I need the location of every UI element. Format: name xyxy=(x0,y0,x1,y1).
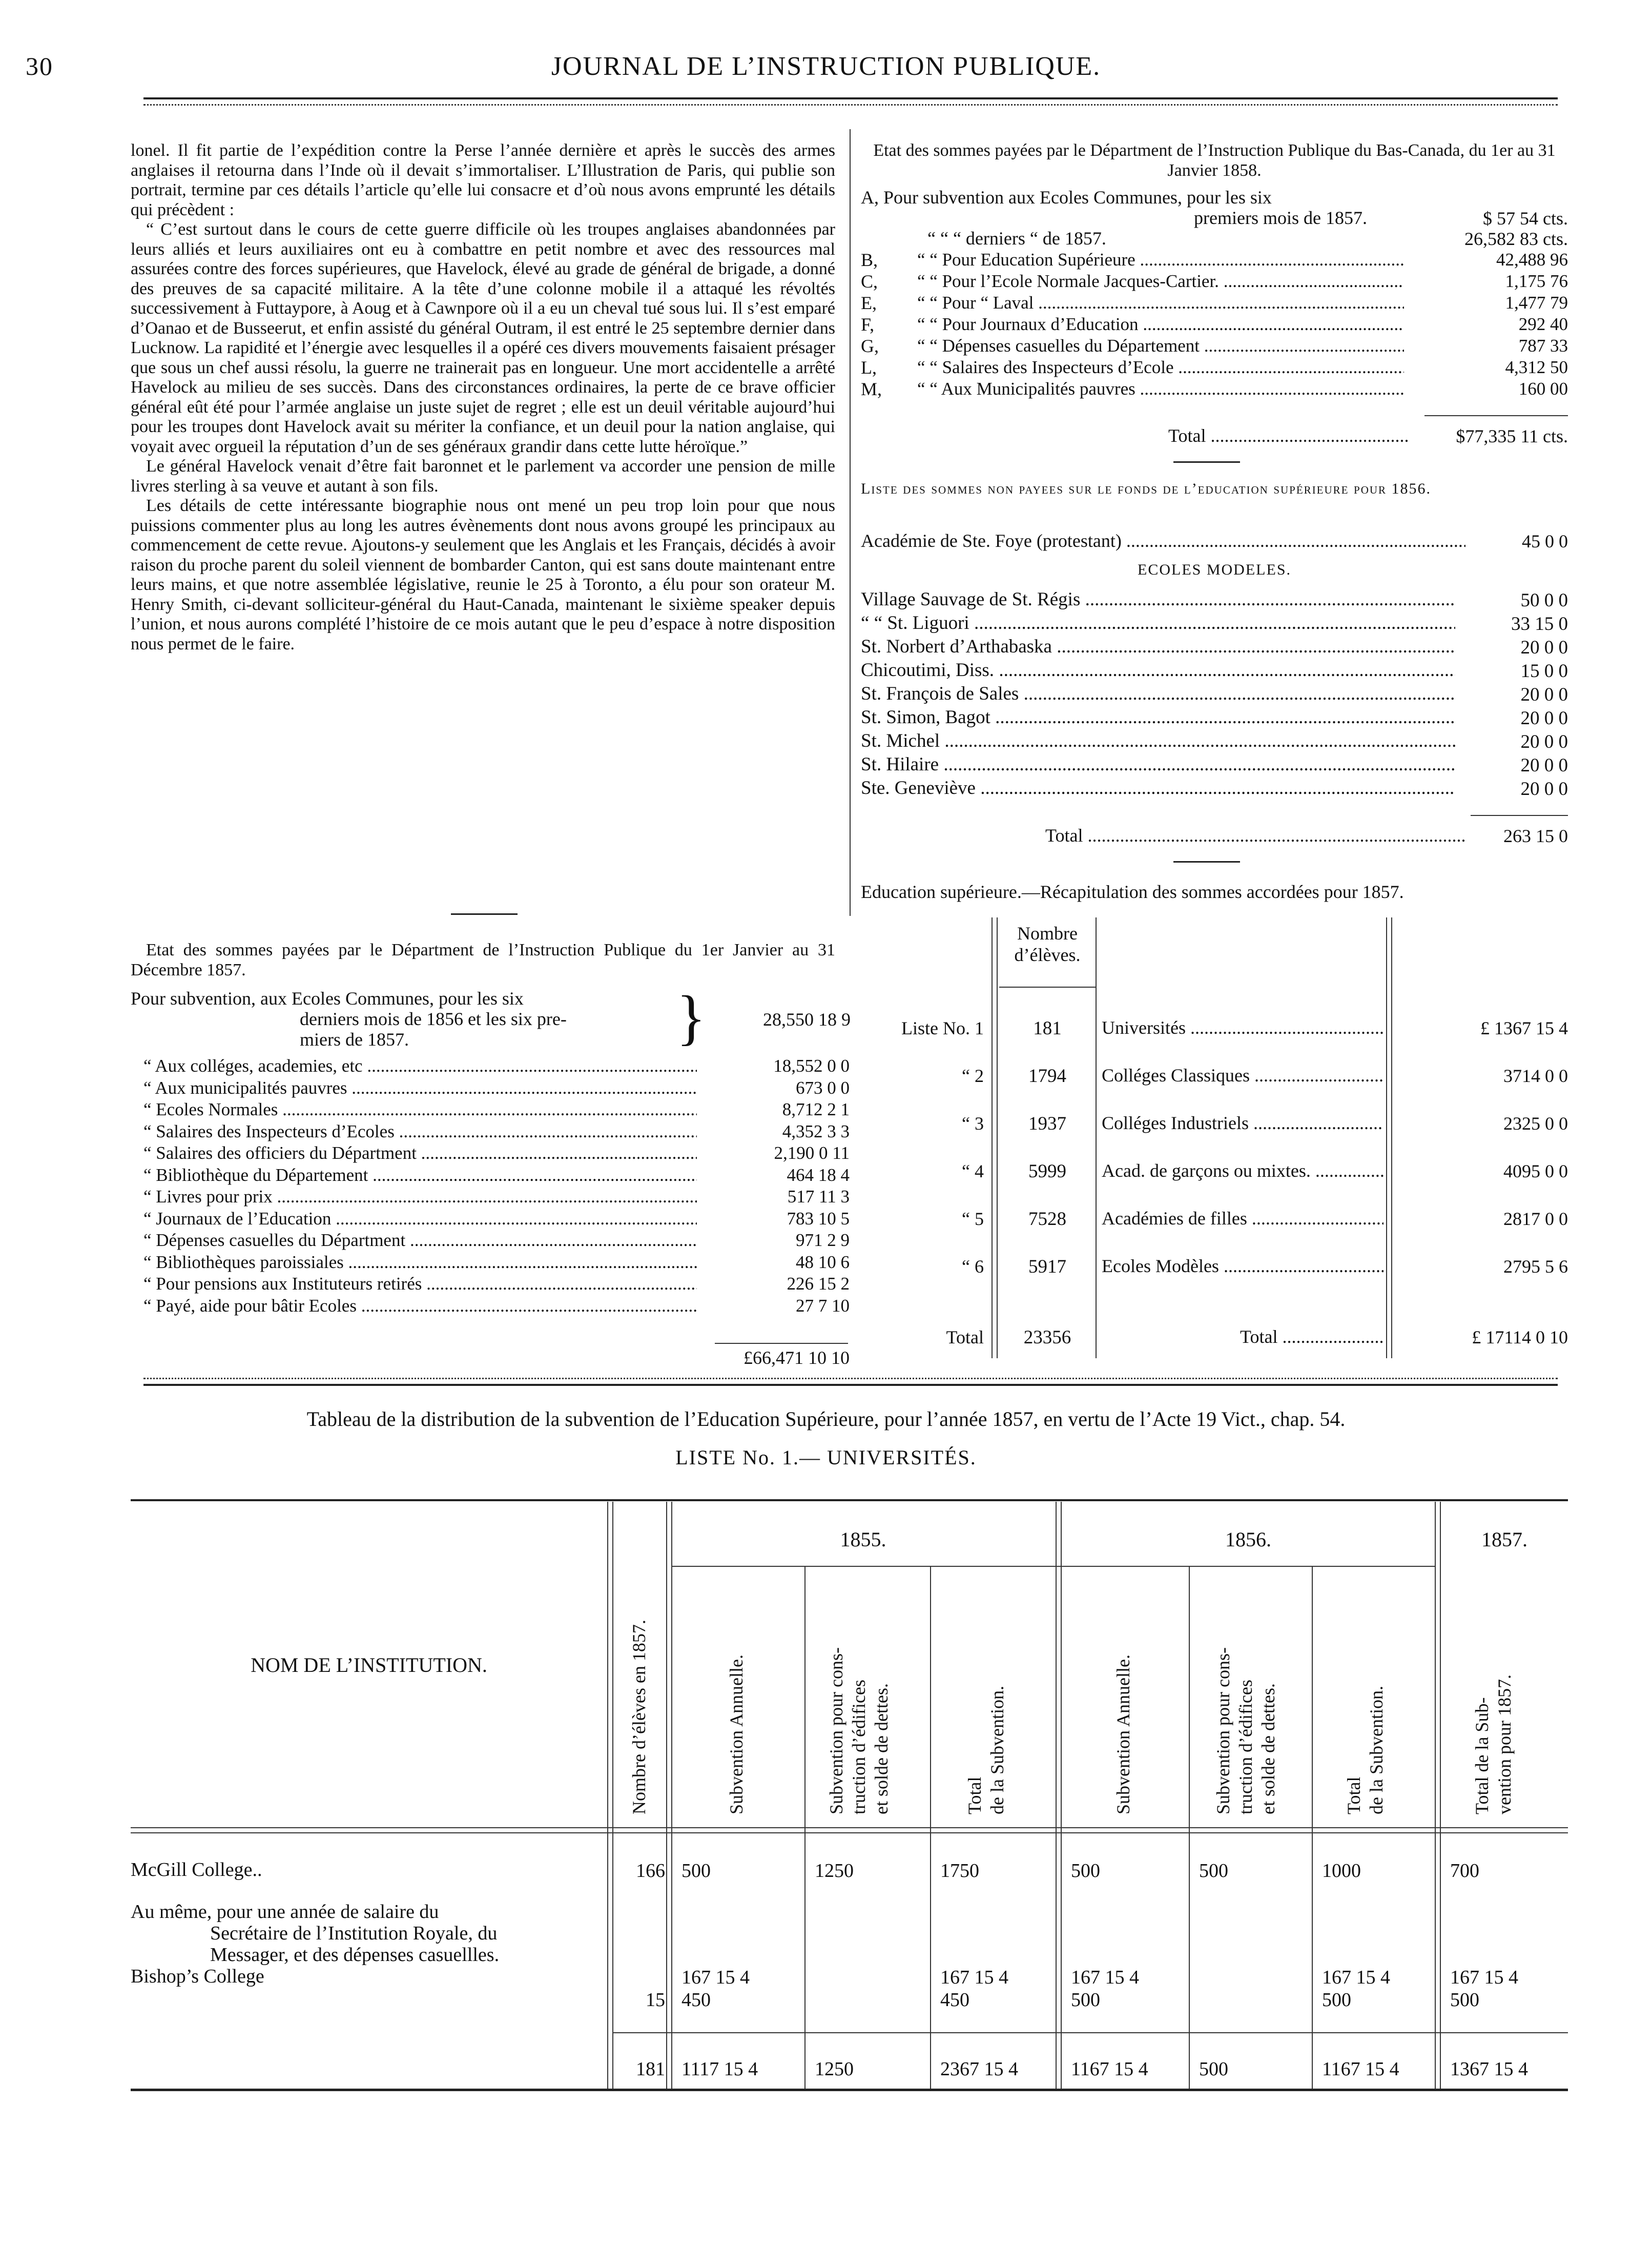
recap-col-header: Nombre d’élèves. xyxy=(1014,923,1081,965)
etat-1857-item-label: “ Payé, aide pour bâtir Ecoles ..... xyxy=(143,1296,697,1316)
ecoles-modeles-heading: ECOLES MODELES. xyxy=(1138,561,1291,578)
table-cell-total: 2367 15 4 xyxy=(940,2058,1018,2080)
ecole-modele-item-value: 20 0 0 xyxy=(1520,731,1568,752)
page-number: 30 xyxy=(26,52,53,80)
table-cell-total: 1167 15 4 xyxy=(1322,2058,1399,2080)
etat-1858-item-value: 4,312 50 xyxy=(1505,357,1568,377)
name-column-header: NOM DE L’INSTITUTION. xyxy=(251,1653,487,1677)
academie-value: 45 0 0 xyxy=(1522,531,1568,551)
etat-1858-letter: E, xyxy=(861,293,877,313)
table-cell: 450 xyxy=(940,1989,969,2011)
table-cell: 500 xyxy=(1071,1989,1100,2011)
total-1857-header: Total de la Sub- vention pour 1857. xyxy=(1472,1674,1515,1814)
liste-total: 263 15 0 xyxy=(1503,826,1568,846)
table-cell-eleves: 15 xyxy=(646,1989,665,2011)
table-header-rule xyxy=(131,1827,1568,1828)
etat-1858-line-a2-value: $ 57 54 cts. xyxy=(1483,208,1568,229)
etat-1857-item-label: “ Bibliothèque du Département ..... xyxy=(143,1165,697,1186)
recap-amount: 2795 5 6 xyxy=(1503,1256,1568,1277)
etat-1858-item-value: 1,175 76 xyxy=(1505,271,1568,291)
etat-1857-item-value: 517 11 3 xyxy=(787,1187,850,1207)
year-1857-header: 1857. xyxy=(1481,1528,1527,1551)
recap-liste: “ 2 xyxy=(962,1066,984,1086)
ecole-modele-item-label: St. Norbert d’Arthabaska ..... xyxy=(861,637,1455,657)
recap-liste: “ 3 xyxy=(962,1113,984,1134)
table-cell-total: 1117 15 4 xyxy=(682,2058,758,2080)
subvention-annuelle-1856-header: Subvention Annuelle. xyxy=(1113,1654,1133,1814)
recap-liste: “ 5 xyxy=(962,1209,984,1229)
etat-1858-letter: L, xyxy=(861,357,877,378)
subvention-construction-1856-header: Subvention pour cons- truction d’édifices et solde de dettes. xyxy=(1213,1647,1278,1814)
total-1856-header: Total de la Subvention. xyxy=(1344,1686,1387,1814)
recap-eleves: 181 xyxy=(1033,1018,1062,1039)
etat-1858-item-label: “ “ Pour Journaux d’Education ..... xyxy=(917,314,1404,335)
etat-1857-item-value: 226 15 2 xyxy=(787,1274,850,1294)
ecole-modele-item-value: 15 0 0 xyxy=(1520,661,1568,682)
recap-amount: £ 1367 15 4 xyxy=(1480,1018,1568,1038)
sum-rule xyxy=(1424,415,1568,416)
table-cell: 700 xyxy=(1450,1860,1479,1882)
article-paragraph: “ C’est surtout dans le cours de cette guerre difficile où les troupes anglaises abandonnées par leurs alliés et leurs auxiliaires ont eu à combattre en petit nombre et avec des ressources mal assurées contre des forces supérieures, que Havelock, élevé au grade de général de brigade, a donné des preuves de sa capacité militaire. A la tête d’une colonne mobile il a attaqué les révoltés successivement à Futtaypore, à Aoug et à Cawnpore où il a eu un cheval tué sous lui. Il s’est emparé d’Oanao et de Busseerut, et enfin assisté du général Outram, il est entré le 25 septembre dernier dans Lucknow. La rapidité et l’énergie avec lesquelles il a opéré ces divers mouvements faisaient présager que sous un chef aussi résolu, la guerre ne trainerait pas en longueur. Une mort accidentelle a arrêté Havelock au milieu de ses succès. Dans des circonstances ordinaires, la perte de ce brave officier général eût été pour l’armée anglaise un juste sujet de regret ; elle est un deuil véritable aujourd’hui pour les troupes dont Havelock avait su mériter la confiance, et un deuil pour la nation anglaise, qui voyait avec orgueil la réputation d’un de ses généraux grandir dans cette lutte héroïque.” xyxy=(131,220,835,456)
recap-eleves: 5917 xyxy=(1028,1256,1066,1277)
etat-1857-item-label: “ Aux colléges, academies, etc ..... xyxy=(143,1056,697,1076)
etat-1857-first-line2: derniers mois de 1856 et les six pre- xyxy=(300,1009,567,1029)
table-vline xyxy=(1440,1502,1441,2089)
liste-total-label: Total ..... xyxy=(1045,825,1465,846)
article-paragraph: lonel. Il fit partie de l’expédition contre la Perse l’année dernière et après le succès des armes anglaises il retourna dans l’Inde où il devait s’immortaliser. L’Illustration de Paris, qui publie son portrait, termine par ces détails l’article qu’elle lui consacre et d’où nous avons emprunté les détails qui précèdent : xyxy=(131,141,835,219)
table-cell: 167 15 4 xyxy=(1071,1967,1139,1988)
table-cell: 1250 xyxy=(815,1860,854,1882)
table-cell: 1000 xyxy=(1322,1860,1361,1882)
etat-1858-letter: F, xyxy=(861,314,875,335)
table-cell-total: 500 xyxy=(1199,2058,1228,2080)
recap-eleves: 1794 xyxy=(1028,1066,1066,1087)
etat-1857-title: Etat des sommes payées par le Départment de l’Instruction Publique du 1er Janvier au 31 Décembre 1857. xyxy=(131,941,835,979)
ecole-modele-item-value: 20 0 0 xyxy=(1520,779,1568,800)
table-cell-eleves: 181 xyxy=(636,2058,665,2080)
etat-1857-first-line1: Pour subvention, aux Ecoles Communes, pour les six xyxy=(131,988,524,1009)
ecole-modele-item-value: 50 0 0 xyxy=(1520,590,1568,611)
etat-1858-item-label: “ “ Pour l’Ecole Normale Jacques-Cartier. ..... xyxy=(917,271,1404,292)
etat-1857-item-label: “ Journaux de l’Education ..... xyxy=(143,1209,697,1229)
table-cell: 500 xyxy=(1071,1860,1100,1882)
subvention-annuelle-1855-header: Subvention Annuelle. xyxy=(726,1654,747,1814)
recap-title: Education supérieure.—Récapitulation des sommes accordées pour 1857. xyxy=(861,882,1404,902)
etat-1858-title: Etat des sommes payées par le Départment de l’Instruction Publique du Bas-Canada, du 1er au 31 Janvier 1858. xyxy=(873,141,1556,180)
table-cell: 1750 xyxy=(940,1860,979,1882)
table-cell: 167 15 4 xyxy=(940,1967,1008,1988)
etat-1858-item-label: “ “ Aux Municipalités pauvres ..... xyxy=(917,379,1404,399)
etat-1857-item-value: 673 0 0 xyxy=(796,1077,850,1098)
recap-amount: 2325 0 0 xyxy=(1503,1113,1568,1134)
table-cell: 500 xyxy=(1450,1989,1479,2011)
etat-1858-item-value: 1,477 79 xyxy=(1505,293,1568,313)
etat-1857-item-label: “ Aux municipalités pauvres ..... xyxy=(143,1078,697,1098)
etat-1857-item-value: 48 10 6 xyxy=(796,1252,850,1272)
section-rule xyxy=(1173,461,1240,463)
recap-amount: £ 17114 0 10 xyxy=(1472,1327,1568,1347)
etat-1857-item-label: “ Livres pour prix ..... xyxy=(143,1187,697,1207)
etat-1858-item-label: “ “ Pour Education Supérieure ..... xyxy=(917,250,1404,270)
table-cell: 500 xyxy=(1199,1860,1228,1882)
eleves-column-header: Nombre d’élèves en 1857. xyxy=(629,1620,649,1814)
table-row-name: Bishop’s College xyxy=(131,1966,264,1987)
recap-liste: “ 4 xyxy=(962,1161,984,1181)
recap-eleves: 7528 xyxy=(1028,1209,1066,1230)
recap-category: Ecoles Modèles ..... xyxy=(1102,1256,1383,1276)
column-divider xyxy=(850,129,851,916)
recap-category: Colléges Classiques ..... xyxy=(1102,1065,1383,1086)
ecole-modele-item-label: Ste. Geneviève ..... xyxy=(861,778,1455,799)
tableau-liste-title: LISTE No. 1.— UNIVERSITÉS. xyxy=(675,1446,977,1469)
tableau-caption: Tableau de la distribution de la subvention de l’Education Supérieure, pour l’année 1857, en vertu de l’Acte 19 Vict., chap. 54. xyxy=(306,1407,1346,1430)
sum-rule xyxy=(715,1343,848,1344)
year-header-rule xyxy=(672,1566,1436,1567)
recap-liste: Total xyxy=(946,1327,984,1347)
article-paragraph: Le général Havelock venait d’être fait baronnet et le parlement va accorder une pension de mille livres sterling à sa veuve et autant à son fils. xyxy=(131,457,835,496)
recap-amount: 2817 0 0 xyxy=(1503,1209,1568,1229)
etat-1857-item-value: 464 18 4 xyxy=(787,1164,850,1185)
recap-vline xyxy=(1391,917,1392,1358)
table-cell: 167 15 4 xyxy=(682,1967,750,1988)
etat-1857-item-value: 971 2 9 xyxy=(796,1230,850,1250)
recap-category: Acad. de garçons ou mixtes. ..... xyxy=(1102,1160,1383,1181)
recap-eleves: 5999 xyxy=(1028,1161,1066,1182)
recap-liste: “ 6 xyxy=(962,1256,984,1277)
etat-1857-item-value: 18,552 0 0 xyxy=(773,1056,850,1076)
etat-1858-total-label: Total ..... xyxy=(1168,425,1409,446)
etat-1857-item-label: “ Bibliothèques paroissiales ..... xyxy=(143,1252,697,1273)
ecole-modele-item-label: “ “ St. Liguori ..... xyxy=(861,613,1455,633)
recap-vline xyxy=(997,917,998,1358)
brace-glyph: } xyxy=(676,983,706,1051)
etat-1858-item-value: 292 40 xyxy=(1518,314,1568,334)
etat-1858-item-value: 787 33 xyxy=(1518,336,1568,356)
etat-1858-line-a3-value: 26,582 83 cts. xyxy=(1464,229,1568,249)
section-dotted-rule xyxy=(143,1378,1558,1379)
table-cell-total: 1167 15 4 xyxy=(1071,2058,1148,2080)
ecole-modele-item-value: 20 0 0 xyxy=(1520,755,1568,776)
sum-rule xyxy=(1471,815,1568,816)
etat-1857-item-value: 4,352 3 3 xyxy=(782,1121,850,1141)
recap-liste: Liste No. 1 xyxy=(901,1018,984,1038)
table-vline xyxy=(612,1502,613,2089)
recap-vline xyxy=(992,917,993,1358)
etat-1857-item-label: “ Salaires des Inspecteurs d’Ecoles ..... xyxy=(143,1121,697,1142)
etat-1858-item-value: 160 00 xyxy=(1518,379,1568,399)
table-row-name: McGill College.. xyxy=(131,1859,262,1881)
header-dotted-rule xyxy=(143,104,1558,106)
etat-1858-item-label: “ “ Pour “ Laval ..... xyxy=(917,293,1404,313)
recap-header-rule xyxy=(999,987,1096,988)
ecole-modele-item-label: St. Michel ..... xyxy=(861,731,1455,751)
table-cell-total: 1250 xyxy=(815,2058,854,2080)
etat-1857-item-label: “ Ecoles Normales ..... xyxy=(143,1099,697,1120)
table-cell: 500 xyxy=(1322,1989,1351,2011)
table-cell: 500 xyxy=(682,1860,711,1882)
etat-1858-item-label: “ “ Salaires des Inspecteurs d’Ecole ..... xyxy=(917,357,1404,378)
subvention-construction-1855-header: Subvention pour cons- truction d’édifices et solde de dettes. xyxy=(826,1647,892,1814)
table-cell-total: 1367 15 4 xyxy=(1450,2058,1528,2080)
section-rule xyxy=(143,1384,1558,1386)
recap-vline xyxy=(1386,917,1387,1358)
table-cell-eleves: 166 xyxy=(636,1860,665,1882)
table-row-name-line2: Secrétaire de l’Institution Royale, du xyxy=(210,1923,498,1944)
etat-1858-letter: C, xyxy=(861,271,878,292)
etat-1857-item-label: “ Salaires des officiers du Départment ..... xyxy=(143,1143,697,1163)
liste-non-payees-title: Liste des sommes non payees sur le fonds de l’education supérieure pour 1856. xyxy=(861,480,1432,497)
total-1855-header: Total de la Subvention. xyxy=(964,1686,1007,1814)
etat-1857-first-line3: miers de 1857. xyxy=(300,1029,409,1050)
year-1856-header: 1856. xyxy=(1225,1528,1271,1551)
table-total-rule xyxy=(612,2032,1568,2033)
ecole-modele-item-label: Chicoutimi, Diss. ..... xyxy=(861,660,1455,681)
table-header-rule xyxy=(131,1832,1568,1833)
section-rule xyxy=(451,913,518,915)
etat-1857-item-value: 8,712 2 1 xyxy=(782,1099,850,1119)
etat-1858-total: $77,335 11 cts. xyxy=(1456,426,1568,446)
table-vline xyxy=(1061,1502,1062,2089)
article-paragraph: Les détails de cette intéressante biographie nous ont mené un peu trop loin pour que nous puissions commenter plus au long les autres évènements dont nous avons groupé les principaux au commencement de cette revue. Ajoutons-y seulement que les Anglais et les Français, décidés à avoir raison du proche parent du soleil viennent de bombarder Canton, qui est sans doute maintenant entre leurs mains, et que notre assemblée législative, reunie le 25 à Toronto, a élu pour son orateur M. Henry Smith, ci-devant solliciteur-général du Haut-Canada, maintenant le sixième speaker depuis l’union, et nous aurons complété l’histoire de ce mois autant que le peu d’espace à notre disposition nous permet de le faire. xyxy=(131,496,835,653)
year-1855-header: 1855. xyxy=(840,1528,886,1551)
table-cell: 450 xyxy=(682,1989,711,2011)
recap-category: Colléges Industriels ..... xyxy=(1102,1113,1383,1133)
ecole-modele-item-value: 20 0 0 xyxy=(1520,637,1568,658)
recap-category: Total ..... xyxy=(1240,1326,1383,1347)
etat-1857-item-label: “ Dépenses casuelles du Départment ..... xyxy=(143,1230,697,1251)
ecole-modele-item-value: 20 0 0 xyxy=(1520,684,1568,705)
ecole-modele-item-value: 20 0 0 xyxy=(1520,708,1568,729)
ecole-modele-item-label: St. Hilaire ..... xyxy=(861,754,1455,775)
etat-1858-line-a1: A, Pour subvention aux Ecoles Communes, pour les six xyxy=(861,187,1272,208)
etat-1857-item-value: 27 7 10 xyxy=(796,1295,850,1316)
table-row-name-line3: Messager, et des dépenses casuellles. xyxy=(210,1944,500,1966)
table-vline xyxy=(666,1502,667,2089)
section-rule xyxy=(1173,861,1240,863)
table-top-rule xyxy=(131,1499,1568,1501)
table-vline xyxy=(607,1502,608,2089)
page-title: JOURNAL DE L’INSTRUCTION PUBLIQUE. xyxy=(551,52,1101,81)
recap-vline xyxy=(1096,917,1097,1358)
left-article xyxy=(131,141,835,654)
ecole-modele-item-label: Village Sauvage de St. Régis ..... xyxy=(861,589,1455,610)
etat-1858-item-label: “ “ Dépenses casuelles du Département ..... xyxy=(917,336,1404,356)
etat-1858-letter: M, xyxy=(861,379,882,399)
recap-category: Académies de filles ..... xyxy=(1102,1208,1383,1229)
academie-line: Académie de Ste. Foye (protestant) ..... xyxy=(861,530,1465,551)
etat-1858-line-a3: “ “ “ derniers “ de 1857. xyxy=(927,228,1106,249)
table-vline xyxy=(671,1502,672,2089)
table-vline xyxy=(1056,1502,1057,2089)
ecole-modele-item-value: 33 15 0 xyxy=(1511,614,1568,635)
table-cell: 167 15 4 xyxy=(1322,1967,1390,1988)
recap-eleves: 23356 xyxy=(1023,1327,1071,1348)
recap-category: Universités ..... xyxy=(1102,1017,1383,1038)
table-row-name: Au même, pour une année de salaire du xyxy=(131,1901,439,1923)
etat-1858-line-a2: premiers mois de 1857. xyxy=(1194,208,1367,228)
header-rule xyxy=(143,97,1558,99)
table-bottom-rule xyxy=(131,2089,1568,2091)
etat-1857-item-value: 783 10 5 xyxy=(787,1208,850,1229)
ecole-modele-item-label: St. François de Sales ..... xyxy=(861,684,1455,704)
ecole-modele-item-label: St. Simon, Bagot ..... xyxy=(861,707,1455,728)
etat-1858-item-value: 42,488 96 xyxy=(1496,250,1568,270)
recap-amount: 4095 0 0 xyxy=(1503,1161,1568,1181)
etat-1857-item-label: “ Pour pensions aux Instituteurs retirés ..... xyxy=(143,1274,697,1294)
etat-1858-letter: G, xyxy=(861,336,879,356)
recap-amount: 3714 0 0 xyxy=(1503,1066,1568,1086)
table-cell: 167 15 4 xyxy=(1450,1967,1518,1988)
table-vline xyxy=(1435,1502,1436,2089)
etat-1857-total: £66,471 10 10 xyxy=(744,1347,850,1368)
etat-1857-item-value: 2,190 0 11 xyxy=(774,1143,850,1163)
recap-eleves: 1937 xyxy=(1028,1113,1066,1134)
etat-1857-first-value: 28,550 18 9 xyxy=(763,1009,851,1030)
etat-1858-letter: B, xyxy=(861,250,878,270)
